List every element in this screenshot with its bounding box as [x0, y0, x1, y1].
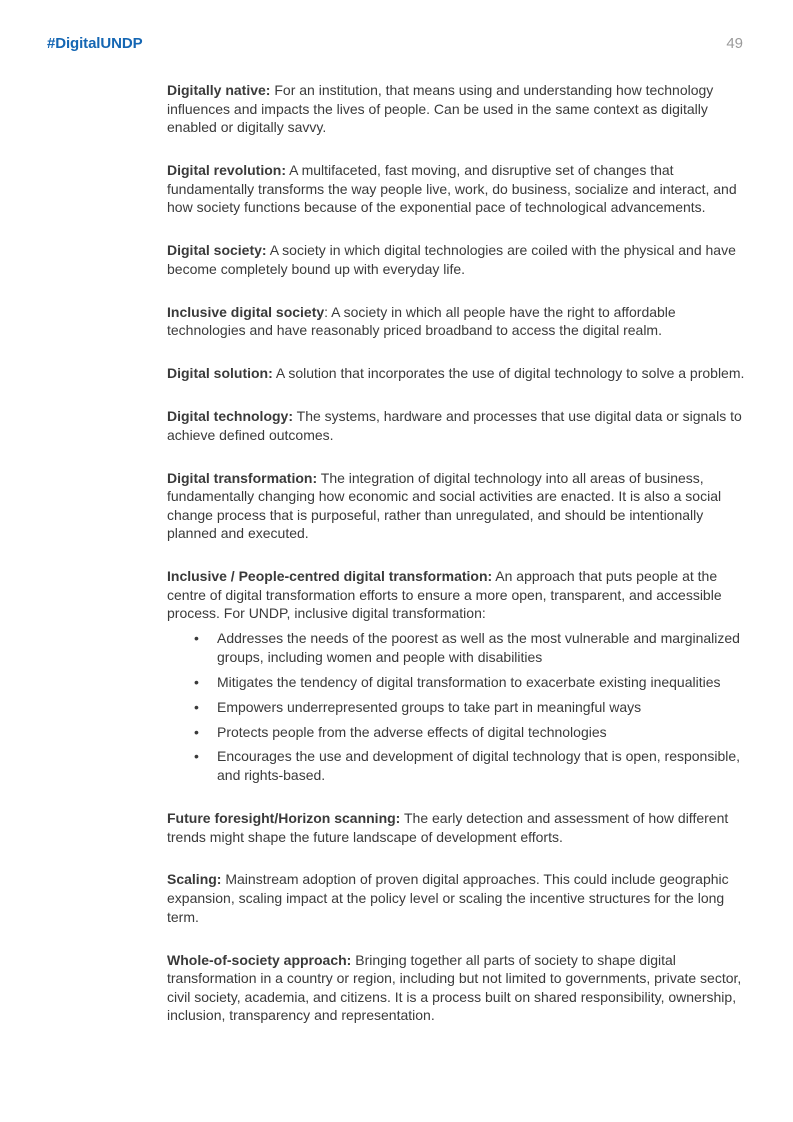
list-item: [167, 673, 747, 692]
glossary-entry: [167, 951, 747, 1025]
glossary-term: Digital revolution:: [167, 162, 286, 179]
glossary-definition: Bringing together all parts of society to shape digital transformation in a country or region, including but not limited to governments, private sector, civil society, academia, and citizens. It is a process built on shared responsibility, ownership, inclusion, transparency and representation.: [167, 951, 742, 1024]
bullet-icon: •: [194, 698, 199, 715]
glossary-definition: For an institution, that means using and understanding how technology influences and impacts the lives of people. Can be used in the same context as digitally enabled or digitally savvy.: [167, 82, 714, 136]
glossary-entry: [167, 81, 747, 137]
bullet-icon: •: [194, 629, 199, 646]
glossary-term: Digital transformation:: [167, 469, 318, 486]
glossary-definition: The systems, hardware and processes that use digital data or signals to achieve defined outcomes.: [167, 408, 742, 443]
list-item: [167, 723, 747, 742]
glossary-definition: A multifaceted, fast moving, and disruptive set of changes that fundamentally transforms the way people live, work, do business, socialize and interact, and how society functions because of the exponential pace of technological advancements.: [167, 162, 737, 216]
glossary-definition: Mainstream adoption of proven digital approaches. This could include geographic expansion, scaling impact at the policy level or scaling the incentive structures for the long term.: [167, 871, 729, 925]
bullet-icon: •: [194, 748, 199, 765]
glossary-definition: An approach that puts people at the centre of digital transformation efforts to ensure a more open, transparent, and accessible process. For UNDP, inclusive digital transformation:: [167, 568, 722, 622]
list-item-text: Protects people from the adverse effects of digital technologies: [217, 723, 607, 740]
glossary-entry: [167, 870, 747, 926]
list-item: [167, 698, 747, 717]
page-number: 49: [726, 35, 743, 52]
glossary-term: Digital solution:: [167, 365, 273, 382]
glossary-entry: [167, 241, 747, 278]
glossary-term: Inclusive digital society: [167, 303, 325, 320]
glossary-entry: [167, 809, 747, 846]
list-item: [167, 747, 747, 784]
glossary-entry: [167, 161, 747, 217]
bullet-icon: •: [194, 723, 199, 740]
glossary-definition: A society in which digital technologies are coiled with the physical and have become completely bound up with everyday life.: [167, 242, 736, 277]
glossary-term: Inclusive / People-centred digital transformation:: [167, 568, 493, 585]
glossary-entry: [167, 364, 747, 383]
glossary-definition: A solution that incorporates the use of digital technology to solve a problem.: [272, 365, 745, 382]
glossary-definition: The early detection and assessment of how different trends might shape the future landscape of development efforts.: [167, 809, 729, 845]
list-item-text: Mitigates the tendency of digital transformation to exacerbate existing inequalities: [217, 673, 721, 690]
glossary-term: Future foresight/Horizon scanning:: [167, 809, 401, 826]
bullet-list: [167, 629, 747, 785]
glossary-term: Digital society:: [167, 242, 267, 259]
brand-hashtag: #DigitalUNDP: [47, 35, 143, 52]
glossary-entry: [167, 303, 747, 340]
glossary-entry: [167, 567, 747, 785]
list-item-text: Empowers underrepresented groups to take part in meaningful ways: [217, 698, 642, 715]
glossary: [167, 81, 747, 1049]
list-item-text: Encourages the use and development of digital technology that is open, responsible, and rights-based.: [217, 748, 741, 784]
list-item-text: Addresses the needs of the poorest as well as the most vulnerable and marginalized groups, including women and people with disabilities: [217, 629, 740, 665]
glossary-term: Digitally native:: [167, 82, 271, 98]
glossary-term: Digital technology:: [167, 408, 293, 425]
glossary-entry: [167, 469, 747, 543]
glossary-term: Scaling:: [167, 871, 222, 888]
glossary-definition: The integration of digital technology into all areas of business, fundamentally changing how economic and social activities are enacted. It is also a social change process that is purposeful, rather than unregulated, and should be intentionally planned and executed.: [167, 469, 722, 542]
glossary-entry: [167, 407, 747, 444]
glossary-definition: : A society in which all people have the right to affordable technologies and have reasonably priced broadband to access the digital realm.: [167, 303, 676, 339]
bullet-icon: •: [194, 673, 199, 690]
glossary-term: Whole-of-society approach:: [167, 951, 352, 968]
list-item: [167, 629, 747, 666]
